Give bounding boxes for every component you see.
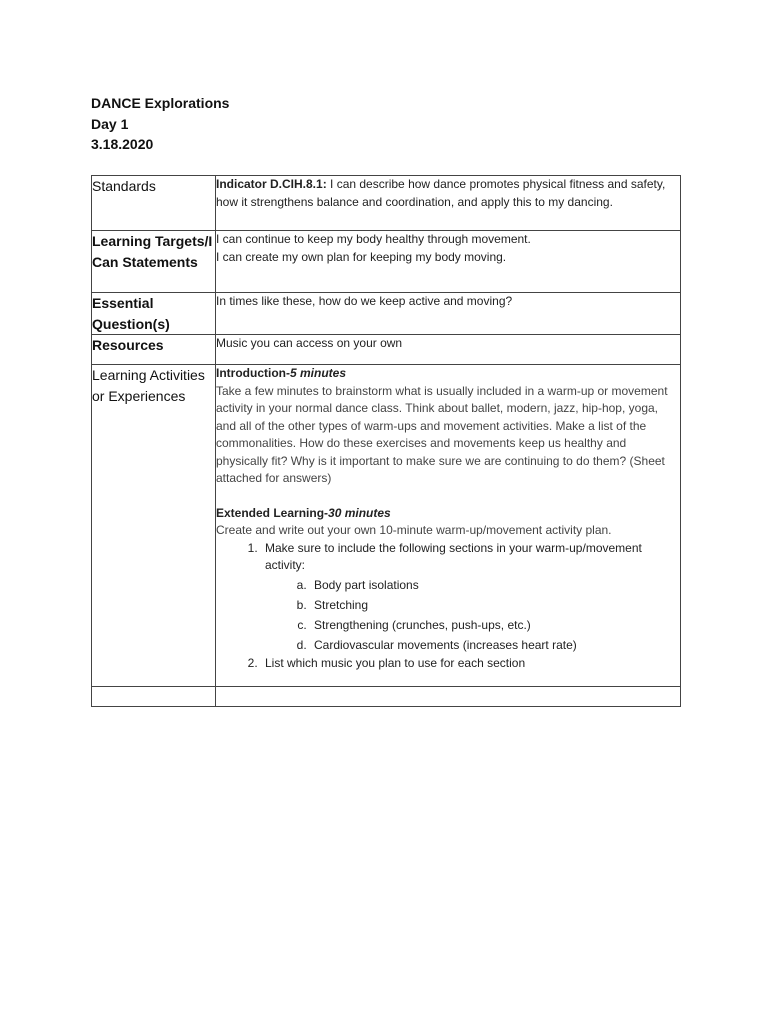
learning-target-line: I can create my own plan for keeping my body moving. xyxy=(216,249,507,264)
extended-learning-heading: Extended Learning-30 minutes xyxy=(216,505,391,520)
resources-label: Resources xyxy=(92,335,216,365)
activity-subitems-list xyxy=(265,575,680,655)
indicator-label: Indicator D.CIH.8.1: xyxy=(216,177,327,191)
activity-steps-list xyxy=(216,540,680,673)
essential-question-content: In times like these, how do we keep active and moving? xyxy=(216,293,681,335)
learning-targets-content xyxy=(216,231,681,293)
learning-activities-label: Learning Activities or Experiences xyxy=(92,365,216,687)
learning-targets-label: Learning Targets/I Can Statements xyxy=(92,231,216,293)
resources-content: Music you can access on your own xyxy=(216,335,681,365)
list-item: c. Strengthening (crunches, push-ups, etc.) xyxy=(310,615,680,635)
document-title: DANCE Explorations xyxy=(91,95,230,111)
extended-learning-text: Create and write out your own 10-minute warm-up/movement activity plan. xyxy=(216,523,612,537)
document-day: Day 1 xyxy=(91,115,129,132)
learning-activities-content xyxy=(216,365,681,687)
learning-activities-row xyxy=(92,365,681,687)
standards-text: I can describe how dance promotes physical fitness and safety, how it strengthens balance and coordination, and apply this to my dancing. xyxy=(216,177,666,209)
introduction-heading: Introduction-5 minutes xyxy=(216,366,346,380)
list-item: 2. List which music you plan to use for each section xyxy=(261,655,680,673)
empty-content-cell xyxy=(216,687,681,707)
essential-question-label: Essential Question(s) xyxy=(92,293,216,335)
list-item: b. Stretching xyxy=(310,595,680,615)
empty-label-cell xyxy=(92,687,216,707)
standards-label: Standards xyxy=(92,176,216,231)
introduction-text: Take a few minutes to brainstorm what is usually included in a warm-up or movement activity in your normal dance class. Think about ballet, modern, jazz, hip-hop, yoga, and all of the other types of warm-ups and movement activities. Make a list of the commonalities. How do these exercises and movements keep us healthy and physically fit? Why is it important to make sure we are continuing to do them? (Sheet attached for answers) xyxy=(216,383,668,485)
learning-targets-row xyxy=(92,231,681,293)
empty-row xyxy=(92,687,681,707)
standards-row xyxy=(92,176,681,231)
resources-row xyxy=(92,335,681,365)
list-item: 1. Make sure to include the following sections in your warm-up/movement activity: a. Body part isolations b. Stretching c. Strengthening (crunches, push-ups, etc.) d. Cardiovascular movements (increases heart rate) xyxy=(261,540,680,655)
standards-content xyxy=(216,176,681,231)
list-item: a. Body part isolations xyxy=(310,575,680,595)
learning-target-line: I can continue to keep my body healthy through movement. xyxy=(216,232,531,246)
lesson-plan-table xyxy=(91,175,681,707)
essential-question-row xyxy=(92,293,681,335)
list-item: d. Cardiovascular movements (increases heart rate) xyxy=(310,635,680,655)
document-header xyxy=(91,93,229,155)
document-date: 3.18.2020 xyxy=(91,136,154,152)
